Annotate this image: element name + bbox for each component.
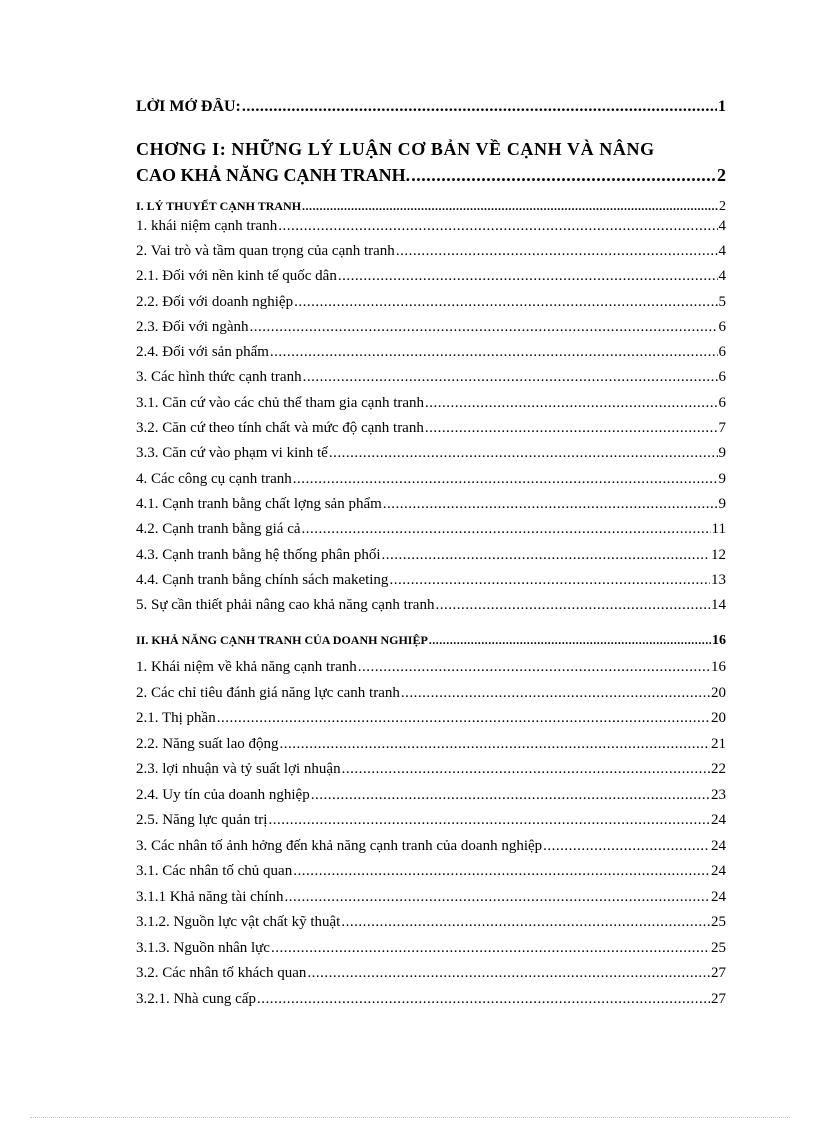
toc-entry — [136, 369, 726, 386]
toc-entry-page: 24 — [711, 889, 726, 905]
toc-entry-title: 3.2.1. Nhà cung cấp — [136, 991, 256, 1007]
toc-entry-page: 23 — [711, 787, 726, 803]
toc-entry-title: 2.2. Năng suất lao động — [136, 736, 279, 752]
toc-entry — [136, 445, 726, 462]
dot-leader — [411, 165, 716, 186]
toc-entry-title: 4.1. Cạnh tranh bằng chất lợng sản phẩm — [136, 496, 382, 512]
dot-leader — [329, 445, 718, 462]
toc-entry — [136, 471, 726, 488]
toc-entry-page: 6 — [718, 319, 726, 335]
dot-leader — [293, 863, 710, 880]
toc-entry-title: 4.4. Cạnh tranh bằng chính sách maketing — [136, 572, 389, 588]
toc-entry-title: 2. Vai trò và tầm quan trọng của cạnh tranh — [136, 243, 395, 259]
toc-entry-page: 4 — [718, 218, 726, 234]
toc-entry-page: 4 — [718, 243, 726, 259]
toc-entry-page: 6 — [718, 344, 726, 360]
toc-entry-title: II. KHẢ NĂNG CẠNH TRANH CỦA DOANH NGHIỆP — [136, 633, 428, 647]
toc-entry-page: 16 — [712, 633, 726, 648]
toc-entry — [136, 344, 726, 361]
toc-entry — [136, 914, 726, 931]
toc-entry-title: 4. Các công cụ cạnh tranh — [136, 471, 292, 487]
dot-leader — [302, 521, 711, 538]
dot-leader — [543, 838, 710, 855]
toc-entry-title: 3.1. Căn cứ vào các chủ thể tham gia cạnh tranh — [136, 395, 425, 411]
dot-leader — [268, 812, 710, 829]
dot-leader — [401, 685, 710, 702]
toc-entry — [136, 218, 726, 235]
toc-entry-title: 4.2. Cạnh tranh bằng giá cả — [136, 521, 301, 537]
toc-entry — [136, 521, 726, 538]
toc-entry — [136, 294, 726, 311]
toc-entry-page: 25 — [711, 914, 726, 930]
toc-entry-page: 12 — [711, 547, 726, 563]
toc-entry-page: 13 — [711, 572, 726, 588]
toc-entry-section2 — [136, 633, 726, 649]
dot-leader — [425, 395, 717, 412]
dot-leader — [279, 736, 710, 753]
toc-entry-title: 2.2. Đối với doanh nghiệp — [136, 294, 294, 310]
dot-leader — [396, 243, 718, 260]
dot-leader — [311, 787, 710, 804]
toc-entry-page: 24 — [711, 863, 726, 879]
toc-entry — [136, 395, 726, 412]
toc-entry-title: 2.4. Uy tín của doanh nghiệp — [136, 787, 310, 803]
toc-entry-page: 24 — [711, 838, 726, 854]
dot-leader — [217, 710, 710, 727]
toc-entry-title: I. LÝ THUYẾT CẠNH TRANH — [136, 199, 302, 213]
toc-entry — [136, 863, 726, 880]
toc-entry — [136, 243, 726, 260]
toc-entry-page: 5 — [718, 294, 726, 310]
dot-leader — [302, 199, 718, 214]
toc-entry — [136, 991, 726, 1008]
toc-entry-title: 3. Các nhân tố ảnh hởng đến khả năng cạnh tranh của doanh nghiệp — [136, 838, 543, 854]
toc-entry-chapter1 — [136, 165, 726, 186]
dot-leader — [383, 496, 718, 513]
dot-leader — [250, 319, 718, 336]
toc-entry-title: 2. Các chỉ tiêu đánh giá năng lực canh tranh — [136, 685, 400, 701]
toc-entry-title: 2.1. Thị phần — [136, 710, 216, 726]
toc-entry-title: LỜI MỞ ĐẦU: — [136, 98, 241, 115]
toc-entry-page: 27 — [711, 965, 726, 981]
toc-entry-title: 1. khái niệm cạnh tranh — [136, 218, 278, 234]
dot-leader — [257, 991, 710, 1008]
dot-leader — [271, 940, 710, 957]
dot-leader — [358, 659, 710, 676]
toc-entry-page: 1 — [718, 98, 726, 115]
toc-entry — [136, 710, 726, 727]
toc-entry-title: 2.3. Đối với ngành — [136, 319, 249, 335]
toc-entry — [136, 761, 726, 778]
dot-leader — [382, 547, 710, 564]
dot-leader — [435, 597, 710, 614]
toc-entry — [136, 420, 726, 437]
toc-entry-title: 1. Khái niệm về khả năng cạnh tranh — [136, 659, 357, 675]
dot-leader — [338, 268, 718, 285]
toc-entry-page: 14 — [711, 597, 726, 613]
dot-leader — [278, 218, 717, 235]
toc-entry-title: 3.1. Các nhân tố chủ quan — [136, 863, 293, 879]
toc-entry-title: CAO KHẢ NĂNG CẠNH TRANH. — [136, 165, 411, 185]
dot-leader — [303, 369, 718, 386]
toc-entry-page: 2 — [717, 165, 726, 185]
toc-entry — [136, 547, 726, 564]
toc-entry — [136, 838, 726, 855]
toc-entry-page: 11 — [711, 521, 726, 537]
toc-entry-title: 2.4. Đối với sản phẩm — [136, 344, 269, 360]
dot-leader — [293, 471, 718, 488]
dot-leader — [425, 420, 718, 437]
toc-entry — [136, 268, 726, 285]
page-bottom-divider — [30, 1117, 790, 1118]
toc-entry-intro — [136, 98, 726, 116]
toc-entry-page: 16 — [711, 659, 726, 675]
dot-leader — [342, 761, 710, 778]
toc-entry-title: 3.3. Căn cứ vào phạm vi kinh tế — [136, 445, 328, 461]
toc-entry — [136, 685, 726, 702]
dot-leader — [242, 98, 717, 116]
toc-entry — [136, 812, 726, 829]
toc-entry-title: 3.1.3. Nguồn nhân lực — [136, 940, 270, 956]
toc-chapter1-line1: CHƠNG I: NHỮNG LÝ LUẬN CƠ BẢN VỀ CẠNH VÀ NÂNG — [136, 139, 655, 159]
toc-entry-title: 3. Các hình thức cạnh tranh — [136, 369, 302, 385]
toc-entry — [136, 787, 726, 804]
toc-entry-title: 3.1.2. Nguồn lực vật chất kỹ thuật — [136, 914, 341, 930]
toc-entry — [136, 597, 726, 614]
toc-entry — [136, 496, 726, 513]
toc-entry — [136, 319, 726, 336]
toc-entry-title: 2.5. Năng lực quản trị — [136, 812, 268, 828]
toc-entry — [136, 889, 726, 906]
toc-entry — [136, 940, 726, 957]
dot-leader — [284, 889, 710, 906]
toc-entry-page: 27 — [711, 991, 726, 1007]
toc-entry-page: 20 — [711, 710, 726, 726]
toc-entry-title: 4.3. Cạnh tranh bằng hệ thống phân phối — [136, 547, 381, 563]
toc-entry-title: 2.1. Đối với nền kinh tế quốc dân — [136, 268, 337, 284]
toc-entry-page: 9 — [718, 445, 726, 461]
toc-entry-page: 2 — [719, 199, 726, 214]
toc-entry-section1 — [136, 199, 726, 215]
toc-entry-page: 22 — [711, 761, 726, 777]
dot-leader — [270, 344, 718, 361]
toc-entry-page: 9 — [718, 471, 726, 487]
toc-entry-title: 3.2. Các nhân tố khách quan — [136, 965, 307, 981]
dot-leader — [307, 965, 710, 982]
toc-entry-page: 24 — [711, 812, 726, 828]
toc-entry-page: 4 — [718, 268, 726, 284]
toc-entry-page: 7 — [718, 420, 726, 436]
toc-entry — [136, 659, 726, 676]
dot-leader — [341, 914, 710, 931]
dot-leader — [389, 572, 710, 589]
toc-entry-page: 6 — [718, 395, 726, 411]
toc-entry-title: 3.1.1 Khả năng tài chính — [136, 889, 284, 905]
toc-entry — [136, 572, 726, 589]
dot-leader — [294, 294, 717, 311]
toc-entry-title: 3.2. Căn cứ theo tính chất và mức độ cạnh tranh — [136, 420, 424, 436]
dot-leader — [429, 633, 711, 648]
toc-entry-page: 9 — [718, 496, 726, 512]
toc-entry-page: 21 — [711, 736, 726, 752]
toc-entry-page: 6 — [718, 369, 726, 385]
toc-entry — [136, 965, 726, 982]
toc-entry-title: 5. Sự cần thiết phải nâng cao khả năng cạnh tranh — [136, 597, 435, 613]
toc-entry-title: 2.3. lợi nhuận và tỷ suất lợi nhuận — [136, 761, 341, 777]
toc-entry — [136, 736, 726, 753]
toc-entry-page: 25 — [711, 940, 726, 956]
toc-entry-page: 20 — [711, 685, 726, 701]
